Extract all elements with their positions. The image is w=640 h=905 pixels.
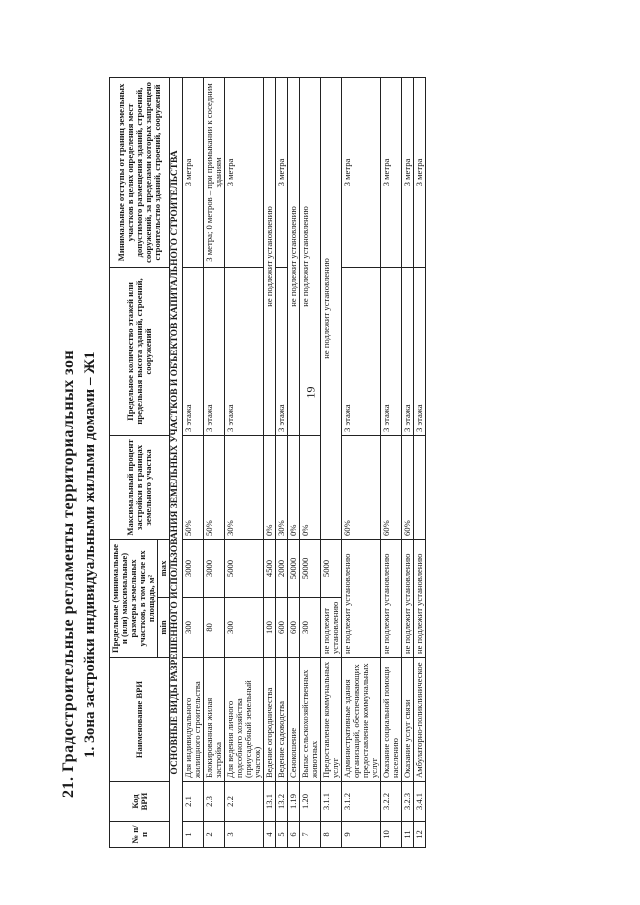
- cell-no: 10: [381, 821, 402, 847]
- cell-floors: 3 этажа: [342, 267, 381, 435]
- cell-max: 5000: [225, 539, 264, 597]
- cell-min: 600: [288, 597, 300, 657]
- zone-subtitle: 1. Зона застройки индивидуальными жилыми домами – Ж1: [82, 350, 98, 758]
- table-row: [300, 77, 321, 847]
- cell-min: 100: [264, 597, 276, 657]
- table-row: [225, 77, 264, 847]
- cell-indent: 3 метра: [225, 77, 264, 267]
- cell-minmax: не подлежит установлению: [381, 539, 402, 657]
- cell-percent: 30%: [225, 435, 264, 539]
- cell-name: Ведение огородничества: [264, 657, 276, 781]
- page-number: 19: [303, 386, 318, 399]
- cell-code: 3.2.3: [402, 781, 414, 821]
- cell-percent: 0%: [288, 435, 300, 539]
- cell-name: Ведение садоводства: [276, 657, 288, 781]
- cell-no: 4: [264, 821, 276, 847]
- cell-name: Амбулаторно-поликлиническое: [414, 657, 426, 781]
- cell-code: 2.1: [183, 781, 204, 821]
- cell-indent: 3 метра: [342, 77, 381, 267]
- cell-min: не подлежит установлению: [321, 597, 342, 657]
- cell-floors: 3 этажа: [402, 267, 414, 435]
- cell-no: 1: [183, 821, 204, 847]
- cell-min: 300: [300, 597, 321, 657]
- cell-no: 7: [300, 821, 321, 847]
- cell-max: 3000: [204, 539, 225, 597]
- table-row: [276, 77, 288, 847]
- table-row: [183, 77, 204, 847]
- cell-min: 80: [204, 597, 225, 657]
- rotated-content: [60, 58, 580, 848]
- cell-indent: 3 метра: [402, 77, 414, 267]
- cell-name: Оказание услуг связи: [402, 657, 414, 781]
- table-row: [402, 77, 414, 847]
- table-row: [204, 77, 225, 847]
- cell-floors: 3 этажа: [204, 267, 225, 435]
- header-indent: Минимальные отступы от границ земельных участков в целях определения мест допустимого размещения зданий, строений, сооружений, за пределами которых запрещено строительство зданий, строений, сооружений: [110, 77, 170, 267]
- cell-rest: не подлежит установлению: [321, 77, 342, 539]
- table-row: [381, 77, 402, 847]
- cell-code: 1.19: [288, 781, 300, 821]
- table-row: [414, 77, 426, 847]
- cell-code: 13.1: [264, 781, 276, 821]
- cell-name: Для индивидуального жилищного строительства: [183, 657, 204, 781]
- cell-max: 2000: [276, 539, 288, 597]
- cell-name: Выпас сельскохозяйственных животных: [300, 657, 321, 781]
- header-row: [110, 77, 158, 847]
- header-min: min: [158, 597, 170, 657]
- cell-percent: 60%: [342, 435, 381, 539]
- cell-minmax: не подлежит установлению: [342, 539, 381, 657]
- cell-no: 8: [321, 821, 342, 847]
- cell-indent: 3 метра; 0 метров – при примыкании к соседним зданиям: [204, 77, 225, 267]
- cell-percent: 50%: [183, 435, 204, 539]
- cell-code: 3.1.2: [342, 781, 381, 821]
- cell-floors: 3 этажа: [276, 267, 288, 435]
- header-floors: Предельное количество этажей или предельная высота зданий, строений, сооружений: [110, 267, 170, 435]
- cell-code: 3.1.1: [321, 781, 342, 821]
- regulations-table: [109, 76, 426, 847]
- cell-code: 13.2: [276, 781, 288, 821]
- cell-floors-indent: не подлежит установлению: [288, 77, 300, 435]
- page-title: 21. Градостроительные регламенты территориальных зон: [60, 349, 77, 798]
- cell-min: 300: [225, 597, 264, 657]
- cell-indent: 3 метра: [276, 77, 288, 267]
- cell-min: 600: [276, 597, 288, 657]
- cell-percent: 60%: [381, 435, 402, 539]
- cell-indent: 3 метра: [381, 77, 402, 267]
- cell-percent: 60%: [402, 435, 414, 539]
- cell-indent: 3 метра: [414, 77, 426, 267]
- cell-no: 3: [225, 821, 264, 847]
- table-row: [264, 77, 276, 847]
- cell-floors: 3 этажа: [225, 267, 264, 435]
- cell-code: 3.2.2: [381, 781, 402, 821]
- cell-floors-indent: не подлежит установлению: [264, 77, 276, 435]
- cell-min: 300: [183, 597, 204, 657]
- cell-no: 11: [402, 821, 414, 847]
- cell-name: Блокированная жилая застройка: [204, 657, 225, 781]
- header-max: max: [158, 539, 170, 597]
- cell-name: Для ведения личного подсобного хозяйства (приусадебный земельный участок): [225, 657, 264, 781]
- cell-name: Оказание социальной помощи населению: [381, 657, 402, 781]
- cell-floors: 3 этажа: [414, 267, 426, 435]
- cell-floors: 3 этажа: [381, 267, 402, 435]
- section-row: [170, 77, 183, 847]
- header-percent: Максимальный процент застройки в границах земельного участка: [110, 435, 170, 539]
- cell-minmax: не подлежит установлению: [414, 539, 426, 657]
- table-row: [342, 77, 381, 847]
- cell-max: 50000: [288, 539, 300, 597]
- cell-percent: 0%: [264, 435, 276, 539]
- cell-indent: 3 метра: [183, 77, 204, 267]
- cell-floors: 3 этажа: [183, 267, 204, 435]
- cell-max: 5000: [321, 539, 342, 597]
- cell-floors-indent: не подлежит установлению: [300, 77, 321, 435]
- header-code: Код ВРИ: [110, 781, 170, 821]
- cell-percent: [414, 435, 426, 539]
- table-row: [321, 77, 342, 847]
- cell-name: Сенокошение: [288, 657, 300, 781]
- cell-max: 4500: [264, 539, 276, 597]
- cell-no: 9: [342, 821, 381, 847]
- table-row: [288, 77, 300, 847]
- cell-no: 5: [276, 821, 288, 847]
- cell-minmax: не подлежит установлению: [402, 539, 414, 657]
- cell-code: 2.2: [225, 781, 264, 821]
- header-no: № п/п: [110, 821, 170, 847]
- cell-no: 2: [204, 821, 225, 847]
- cell-code: 2.3: [204, 781, 225, 821]
- header-area: Предельные (минимальные и (или) максимальные) размеры земельных участков, в том числе их площадь, м²: [110, 539, 158, 657]
- cell-percent: 0%: [300, 435, 321, 539]
- cell-max: 50000: [300, 539, 321, 597]
- cell-name: Предоставление коммунальных услуг: [321, 657, 342, 781]
- cell-code: 3.4.1: [414, 781, 426, 821]
- cell-percent: 30%: [276, 435, 288, 539]
- header-name: Наименование ВРИ: [110, 657, 170, 781]
- cell-max: 3000: [183, 539, 204, 597]
- cell-no: 6: [288, 821, 300, 847]
- cell-name: Административные здания организаций, обеспечивающих предоставление коммунальных услуг: [342, 657, 381, 781]
- section-title: ОСНОВНЫЕ ВИДЫ РАЗРЕШЕННОГО ИСПОЛЬЗОВАНИЯ ЗЕМЕЛЬНЫХ УЧАСТКОВ И ОБЪЕКТОВ КАПИТАЛЬНОГО СТРОИТЕЛЬСТВА: [170, 77, 183, 847]
- cell-no: 12: [414, 821, 426, 847]
- cell-percent: 50%: [204, 435, 225, 539]
- cell-code: 1.20: [300, 781, 321, 821]
